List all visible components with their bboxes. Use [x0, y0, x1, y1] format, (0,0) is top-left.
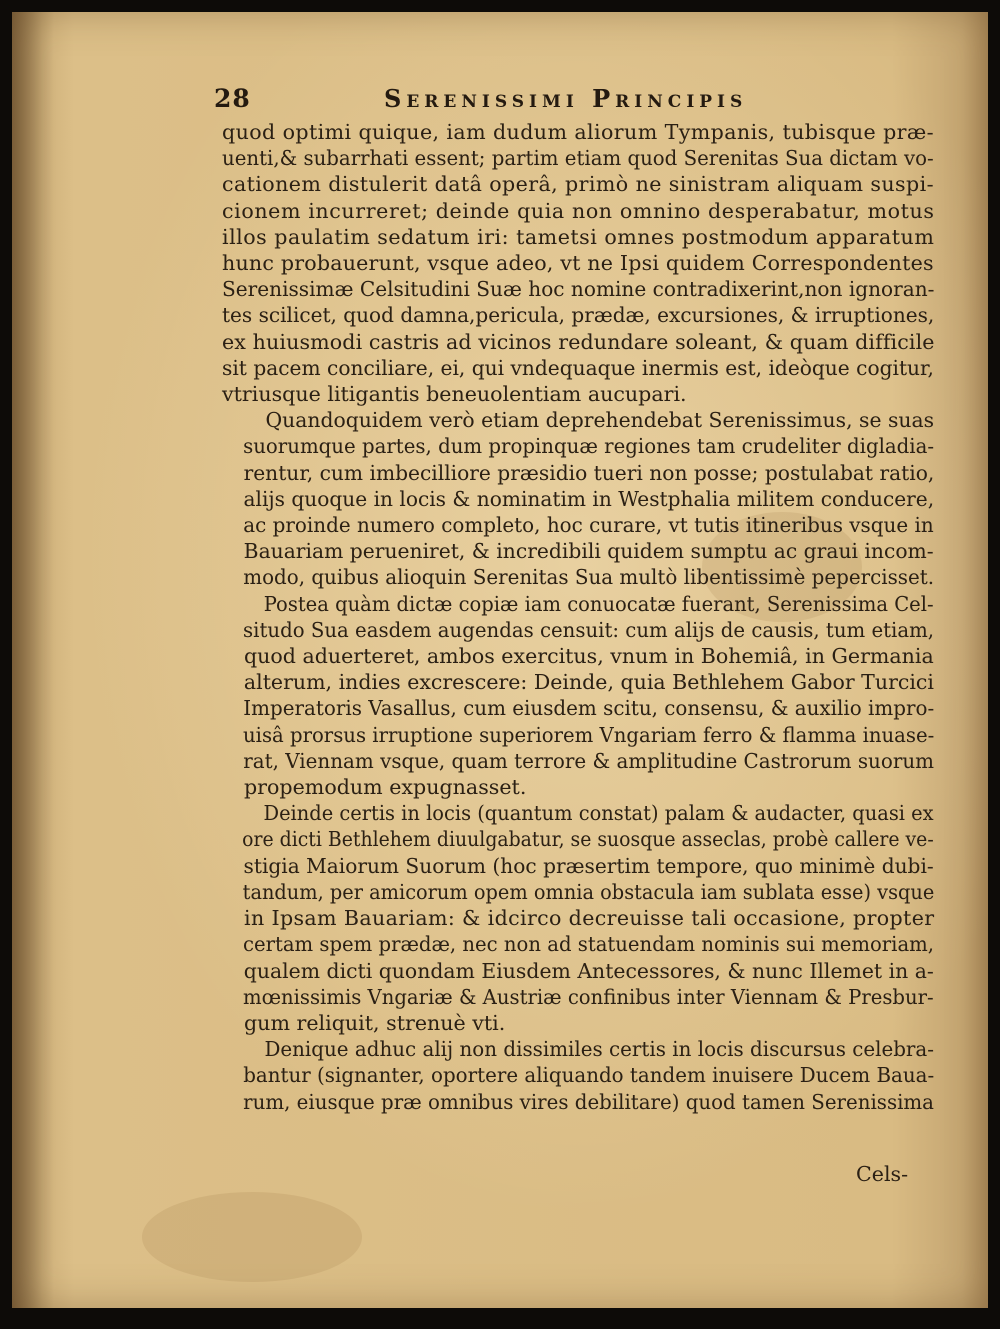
text-line: Deinde certis in locis (quantum constat) palam & audacter, quasi ex — [263, 801, 934, 826]
text-line: quod optimi quique, iam dudum aliorum Tympanis, tubisque præ- — [222, 120, 935, 144]
paragraph — [222, 1036, 934, 1115]
text-line: Bauariam perueniret, & incredibili quidem sumptu ac graui incom- — [243, 539, 934, 564]
text-line: mœnissimis Vngariæ & Austriæ confinibus inter Viennam & Presbur- — [242, 984, 934, 1009]
text-line: suorumque partes, dum propinquæ regiones tam crudeliter digladia- — [243, 434, 935, 459]
text-line: tandum, per amicorum opem omnia obstacula iam sublata esse) vsque — [242, 879, 935, 904]
text-line: tes scilicet, quod damna,pericula, prædæ, excursiones, & irruptiones, — [222, 303, 935, 328]
paragraph — [222, 407, 934, 590]
text-line: cionem incurreret; deinde quia non omnino desperabatur, motus — [222, 198, 935, 223]
text-line: certam spem prædæ, nec non ad statuendam nominis sui memoriam, — [242, 932, 935, 957]
text-line: sit pacem conciliare, ei, qui vndequaque inermis est, ideòque cogitur, — [222, 355, 934, 380]
text-line: bantur (signanter, oportere aliquando tandem inuisere Ducem Baua- — [243, 1063, 935, 1088]
text-line: Imperatoris Vasallus, cum eiusdem scitu, consensu, & auxilio impro- — [243, 696, 935, 721]
text-line: rum, eiusque præ omnibus vires debilitare) quod tamen Serenissima — [243, 1089, 934, 1114]
text-line: in Ipsam Bauariam: & idcirco decreuisse tali occasione, propter — [244, 906, 935, 931]
text-line: vtriusque litigantis beneuolentiam aucupari. — [222, 382, 687, 407]
text-line: alijs quoque in locis & nominatim in Westphalia militem conducere, — [243, 486, 935, 511]
body-text — [222, 119, 934, 1115]
text-line: Quandoquidem verò etiam deprehendebat Serenissimus, se suas — [265, 408, 935, 433]
text-line: quod aduerteret, ambos exercitus, vnum in Bohemiâ, in Germania — [243, 644, 934, 669]
page-number: 28 — [214, 84, 251, 113]
text-line: uisâ prorsus irruptione superiorem Vngariam ferro & flamma inuase- — [242, 722, 935, 747]
text-line: situdo Sua easdem augendas censuit: cum alijs de causis, tum etiam, — [243, 617, 935, 642]
text-line: alterum, indies excrescere: Deinde, quia Bethlehem Gabor Turcici — [243, 670, 934, 695]
text-line: cationem distulerit datâ operâ, primò ne sinistram aliquam suspi- — [222, 172, 934, 197]
text-line: modo, quibus alioquin Serenitas Sua multò libentissimè pepercisset. — [243, 565, 935, 590]
text-line: Postea quàm dictæ copiæ iam conuocatæ fuerant, Serenissima Cel- — [263, 591, 934, 616]
running-head: Serenissimi Principis — [384, 84, 748, 113]
paper-stain — [142, 1192, 362, 1282]
text-line: stigia Maiorum Suorum (hoc præsertim tempore, quo minimè dubi- — [243, 853, 934, 878]
text-line: rat, Viennam vsque, quam terrore & amplitudine Castrorum suorum — [243, 748, 935, 773]
text-line: Denique adhuc alij non dissimiles certis in locis discursus celebra- — [264, 1037, 934, 1062]
text-line: illos paulatim sedatum iri: tametsi omnes postmodum apparatum — [222, 224, 935, 249]
text-line: gum reliquit, strenuè vti. — [244, 1010, 506, 1035]
paragraph — [222, 591, 934, 801]
text-line: hunc probauerunt, vsque adeo, vt ne Ipsi quidem Correspondentes — [222, 251, 934, 276]
paragraph — [222, 119, 934, 407]
text-line: qualem dicti quondam Eiusdem Antecessores, & nunc Illemet in a- — [243, 958, 934, 983]
text-line: ac proinde numero completo, hoc curare, vt tutis itineribus vsque in — [243, 513, 934, 538]
text-line: rentur, cum imbecilliore præsidio tueri non posse; postulabat ratio, — [243, 460, 935, 485]
text-line: ore dicti Bethlehem diuulgabatur, se suosque asseclas, probè callere ve- — [242, 827, 934, 852]
page-header — [214, 84, 929, 118]
page-gutter-shadow — [12, 12, 54, 1308]
catchword: Cels- — [856, 1162, 909, 1186]
text-line: Serenissimæ Celsitudini Suæ hoc nomine contradixerint,non ignoran- — [222, 277, 935, 302]
text-line: uenti,& subarrhati essent; partim etiam quod Serenitas Sua dictam vo- — [222, 146, 934, 171]
text-line: ex huiusmodi castris ad vicinos redundare soleant, & quam difficile — [222, 329, 935, 354]
text-line: propemodum expugnasset. — [244, 775, 527, 800]
paragraph — [222, 800, 934, 1036]
